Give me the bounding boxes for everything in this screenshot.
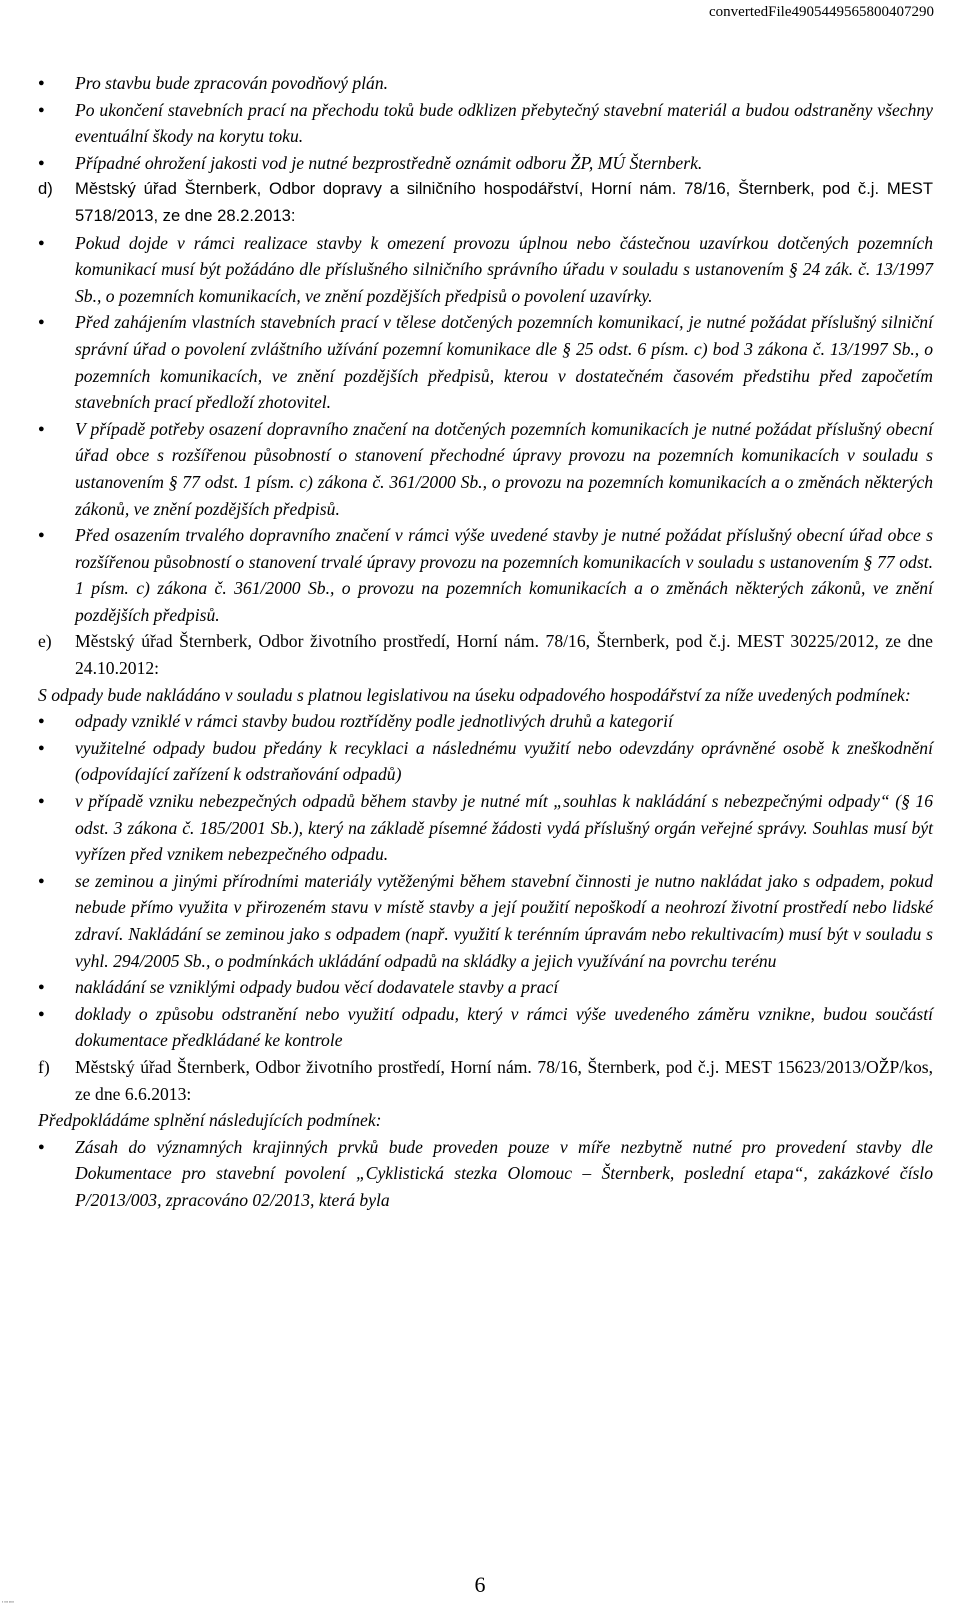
document-body bbox=[38, 70, 933, 1214]
section-heading bbox=[38, 1054, 933, 1107]
bullet-item: ● Pokud dojde v rámci realizace stavby k omezení provozu úplnou nebo částečnou uzavírkou dotčených pozemních komunikací musí být požádáno dle příslušného silničního správního úřadu v souladu s ustanovením § 24 zák. č. 13/1997 Sb., o pozemních komunikacích, ve znění pozdějších předpisů o povolení uzavírky. bbox=[38, 230, 933, 310]
bullet-item: ● Pro stavbu bude zpracován povodňový plán. bbox=[38, 70, 933, 97]
page-number: 6 bbox=[474, 1572, 486, 1597]
bullet-item: ● V případě potřeby osazení dopravního značení na dotčených pozemních komunikacích je nutné požádat příslušný obecní úřad obce s rozšířenou působností o stanovení přechodné úpravy provozu na pozemních komunikacích v souladu s ustanovením § 77 odst. 1 písm. c) zákona č. 361/2000 Sb., o provozu na pozemních komunikacích a o změnách některých zákonů, ve znění pozdějších předpisů. bbox=[38, 416, 933, 522]
section-text: Městský úřad Šternberk, Odbor životního prostředí, Horní nám. 78/16, Šternberk, pod č.j. MEST 30225/2012, ze dne 24.10.2012: bbox=[75, 631, 933, 679]
paragraph: Předpokládáme splnění následujících podmínek: bbox=[38, 1110, 382, 1131]
bullet-item: ● se zeminou a jinými přírodními materiály vytěženými během stavební činnosti je nutno nakládat jako s odpadem, pokud nebude přímo využita v přirozeném stavu v místě stavby a její použití nepoškodí a neohrozí životní prostředí nebo lidské zdraví. Nakládání se zeminou jako s odpadem (např. využití k terénním úpravám nebo rekultivacím) musí být v souladu s vyhl. 294/2005 Sb., o podmínkách ukládání odpadů na skládky a jejich využívání na povrchu terénu bbox=[38, 868, 933, 974]
bullet-item: ● Před osazením trvalého dopravního značení v rámci výše uvedené stavby je nutné požádat příslušný obecní úřad obce s rozšířenou působností o stanovení trvalé úpravy provozu na pozemních komunikacích v souladu s ustanovením § 77 odst. 1 písm. c) zákona č. 361/2000 Sb., o provozu na pozemních komunikacích a o změnách některých zákonů, ve znění pozdějších předpisů. bbox=[38, 522, 933, 628]
bullet-item: ● Před zahájením vlastních stavebních prací v tělese dotčených pozemních komunikací, je nutné požádat příslušný silniční správní úřad o povolení zvláštního užívání pozemní komunikace dle § 25 odst. 6 písm. c) bod 3 zákona č. 13/1997 Sb., o pozemních komunikacích, ve znění pozdějších předpisů, kterou v dostatečném časovém předstihu před započetím stavebních prací předloží zhotovitel. bbox=[38, 309, 933, 415]
bullet-item: ● nakládání se vzniklými odpady budou věcí dodavatele stavby a prací bbox=[38, 974, 933, 1001]
section-letter: e) bbox=[38, 631, 52, 652]
bullet-item: ● Zásah do významných krajinných prvků bude proveden pouze v míře nezbytně nutné pro provedení stavby dle Dokumentace pro stavební povolení „Cyklistická stezka Olomouc – Šternberk, poslední etapa“, zakázkové číslo P/2013/003, zpracováno 02/2013, která byla bbox=[38, 1134, 933, 1214]
section-heading bbox=[38, 176, 933, 229]
section-heading bbox=[38, 628, 933, 681]
bullet-item: ● Po ukončení stavebních prací na přechodu toků bude odklizen přebytečný stavební materiál a budou odstraněny všechny eventuální škody na korytu toku. bbox=[38, 97, 933, 150]
bullet-item: ● Případné ohrožení jakosti vod je nutné bezprostředně oznámit odboru ŽP, MÚ Šternberk. bbox=[38, 150, 933, 177]
paragraph: S odpady bude nakládáno v souladu s platnou legislativou na úseku odpadového hospodářství za níže uvedených podmínek: bbox=[38, 684, 911, 705]
footer-fine-print-mark: ▪ ▪▪▪ ▪▪▪▪ bbox=[2, 1600, 14, 1604]
bullet-item: ● využitelné odpady budou předány k recyklaci a následnému využití nebo odevzdány oprávněné osobě k zneškodnění (odpovídající zařízení k odstraňování odpadů) bbox=[38, 735, 933, 788]
section-text: Městský úřad Šternberk, Odbor životního prostředí, Horní nám. 78/16, Šternberk, pod č.j. MEST 15623/2013/OŽP/kos, ze dne 6.6.2013: bbox=[75, 1056, 933, 1104]
bullet-item: ● doklady o způsobu odstranění nebo využití odpadu, který v rámci výše uvedeného záměru vznikne, budou součástí dokumentace předkládané ke kontrole bbox=[38, 1001, 933, 1054]
bullet-item: ● v případě vzniku nebezpečných odpadů během stavby je nutné mít „souhlas k nakládání s nebezpečnými odpady“ (§ 16 odst. 3 zákona č. 185/2001 Sb.), který na základě písemné žádosti vydá příslušný orgán veřejné správy. Souhlas musí být vyřízen před vznikem nebezpečného odpadu. bbox=[38, 788, 933, 868]
section-text: Městský úřad Šternberk, Odbor dopravy a silničního hospodářství, Horní nám. 78/16, Šternberk, pod č.j. MEST 5718/2013, ze dne 28.2.2013: bbox=[75, 179, 933, 225]
section-letter: f) bbox=[38, 1056, 50, 1077]
section-letter: d) bbox=[38, 179, 53, 199]
bullet-item: ● odpady vzniklé v rámci stavby budou roztříděny podle jednotlivých druhů a kategorií bbox=[38, 708, 933, 735]
document-file-id: convertedFile4905449565800407290 bbox=[709, 4, 934, 20]
